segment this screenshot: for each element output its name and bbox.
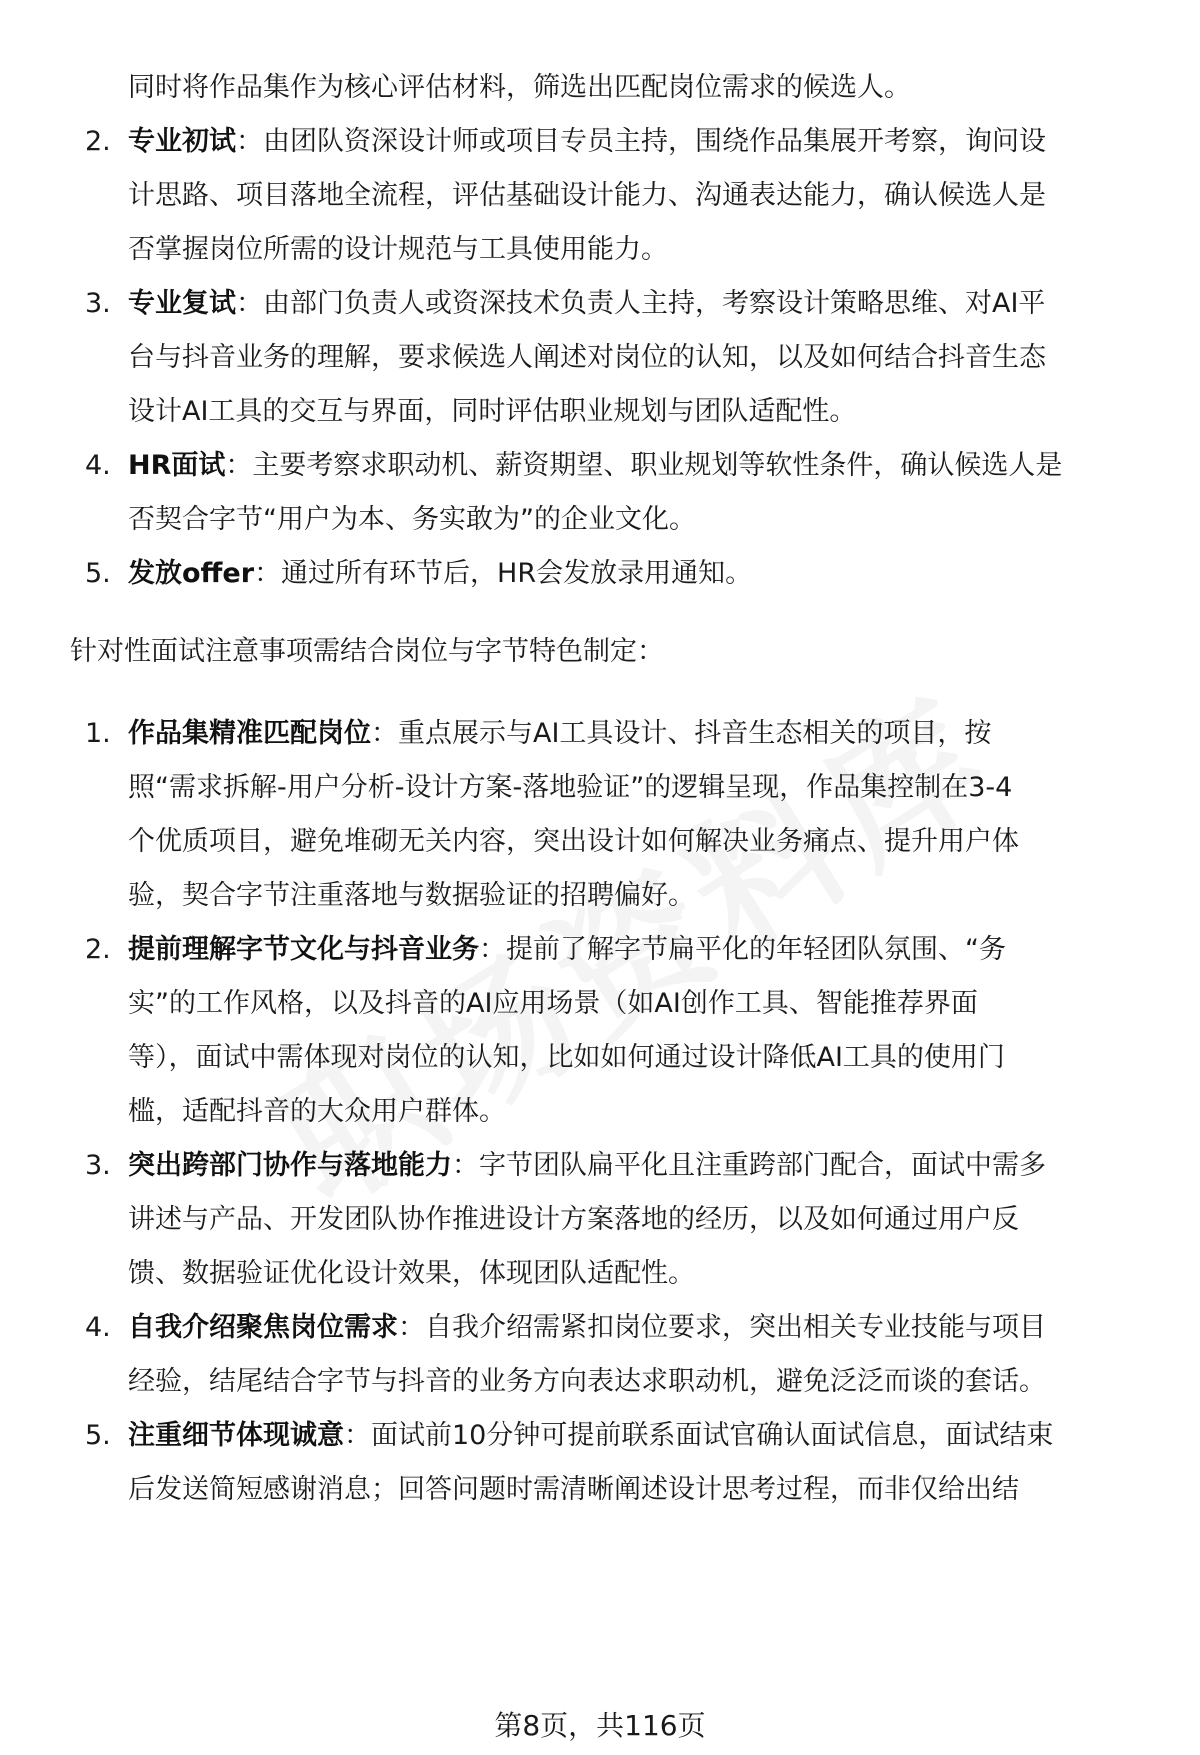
list-item-title: 注重细节体现诚意 bbox=[128, 1420, 344, 1451]
list-number: 3. bbox=[85, 288, 111, 319]
list-item-text: ：由部门负责人或资深技术负责人主持，考察设计策略思维、对AI平 bbox=[236, 288, 1046, 319]
list-item-title: 突出跨部门协作与落地能力 bbox=[128, 1150, 452, 1181]
list-item-text: ：提前了解字节扁平化的年轻团队氛围、“务 bbox=[479, 934, 1006, 965]
list-item-text: 个优质项目，避免堆砌无关内容，突出设计如何解决业务痛点、提升用户体 bbox=[128, 826, 1019, 857]
list-item-text: 槛，适配抖音的大众用户群体。 bbox=[128, 1096, 506, 1127]
list-item-text: 台与抖音业务的理解，要求候选人阐述对岗位的认知，以及如何结合抖音生态 bbox=[128, 342, 1046, 373]
list-number: 5. bbox=[85, 1420, 111, 1451]
intro-paragraph: 针对性面试注意事项需结合岗位与字节特色制定： bbox=[70, 636, 664, 667]
list-item-text: ：自我介绍需紧扣岗位要求，突出相关专业技能与项目 bbox=[398, 1312, 1046, 1343]
list-item-title: 提前理解字节文化与抖音业务 bbox=[128, 934, 479, 965]
list-number: 2. bbox=[85, 126, 111, 157]
list-item-title: 作品集精准匹配岗位 bbox=[128, 718, 371, 749]
list-item-title: 专业初试 bbox=[128, 126, 236, 157]
list-item-text: ：重点展示与AI工具设计、抖音生态相关的项目，按 bbox=[371, 718, 992, 749]
continuation-text: 同时将作品集作为核心评估材料，筛选出匹配岗位需求的候选人。 bbox=[128, 72, 911, 103]
list-number: 4. bbox=[85, 450, 111, 481]
list-number: 2. bbox=[85, 934, 111, 965]
list-number: 1. bbox=[85, 718, 111, 749]
list-item-text: ：由团队资深设计师或项目专员主持，围绕作品集展开考察，询问设 bbox=[236, 126, 1046, 157]
list-item-text: 讲述与产品、开发团队协作推进设计方案落地的经历，以及如何通过用户反 bbox=[128, 1204, 1019, 1235]
list-item-text: ：主要考察求职动机、薪资期望、职业规划等软性条件，确认候选人是 bbox=[225, 450, 1063, 481]
list-number: 4. bbox=[85, 1312, 111, 1343]
list-item-title: 专业复试 bbox=[128, 288, 236, 319]
list-item-text: 验，契合字节注重落地与数据验证的招聘偏好。 bbox=[128, 880, 695, 911]
list-item-text: ：字节团队扁平化且注重跨部门配合，面试中需多 bbox=[452, 1150, 1046, 1181]
list-item-title: 发放offer bbox=[128, 558, 255, 589]
list-item-text: 等），面试中需体现对岗位的认知，比如如何通过设计降低AI工具的使用门 bbox=[128, 1042, 1005, 1073]
list-item-text: 否契合字节“用户为本、务实敢为”的企业文化。 bbox=[128, 504, 696, 535]
list-item-title: HR面试 bbox=[128, 450, 226, 481]
page-number-footer: 第8页，共116页 bbox=[494, 1709, 706, 1742]
list-item-text: 馈、数据验证优化设计效果，体现团队适配性。 bbox=[128, 1258, 695, 1289]
list-number: 3. bbox=[85, 1150, 111, 1181]
list-item-title: 自我介绍聚焦岗位需求 bbox=[128, 1312, 398, 1343]
list-item-text: ：面试前10分钟可提前联系面试官确认面试信息，面试结束 bbox=[344, 1420, 1054, 1451]
list-number: 5. bbox=[85, 558, 111, 589]
list-item-text: 照“需求拆解-用户分析-设计方案-落地验证”的逻辑呈现，作品集控制在3-4 bbox=[128, 772, 1013, 803]
list-item-text: 否掌握岗位所需的设计规范与工具使用能力。 bbox=[128, 234, 668, 265]
list-item-text: 实”的工作风格，以及抖音的AI应用场景（如AI创作工具、智能推荐界面 bbox=[128, 988, 978, 1019]
list-item-text: 后发送简短感谢消息；回答问题时需清晰阐述设计思考过程，而非仅给出结 bbox=[128, 1474, 1019, 1505]
list-item-text: ：通过所有环节后，HR会发放录用通知。 bbox=[254, 558, 753, 589]
list-item-text: 计思路、项目落地全流程，评估基础设计能力、沟通表达能力，确认候选人是 bbox=[128, 180, 1046, 211]
list-item-text: 经验，结尾结合字节与抖音的业务方向表达求职动机，避免泛泛而谈的套话。 bbox=[128, 1366, 1046, 1397]
list-item-text: 设计AI工具的交互与界面，同时评估职业规划与团队适配性。 bbox=[128, 396, 857, 427]
